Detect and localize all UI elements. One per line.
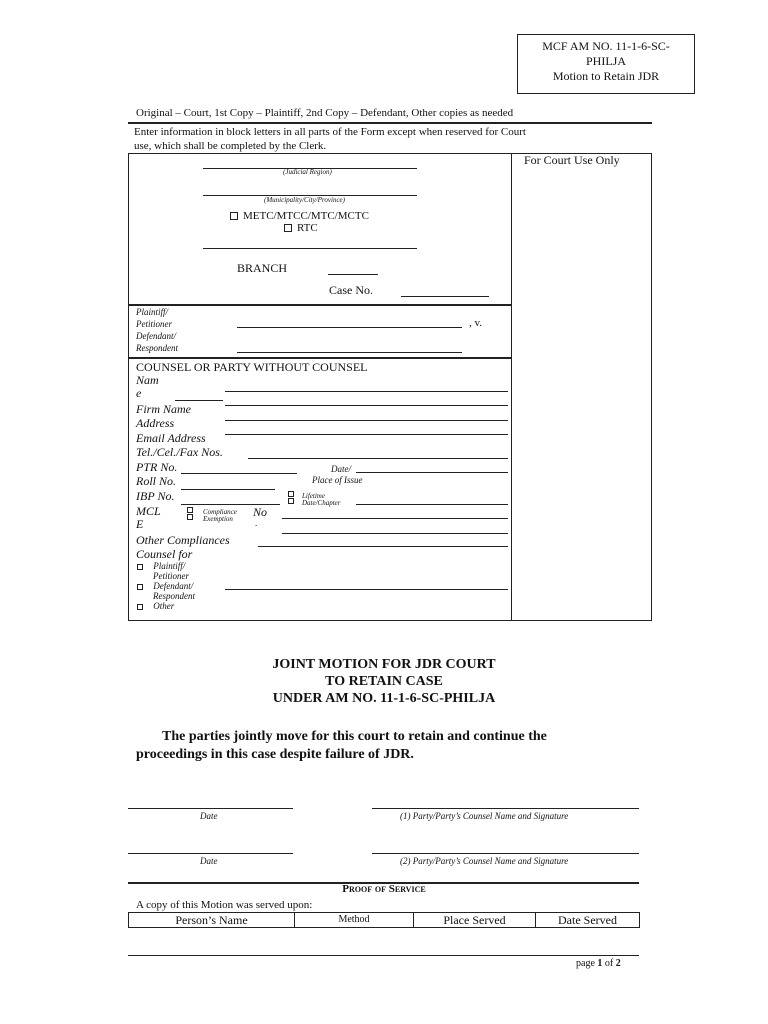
header-rule	[128, 122, 652, 124]
checkbox-metc[interactable]	[230, 212, 238, 220]
counsel-for-other[interactable]: Other	[137, 601, 174, 611]
ibp-date-chapter-option[interactable]: Date/Chapter	[288, 497, 341, 507]
date-line-2[interactable]	[128, 853, 293, 854]
signature-line-1[interactable]	[372, 808, 639, 809]
copies-note: Original – Court, 1st Copy – Plaintiff, 2nd Copy – Defendant, Other copies as needed	[136, 107, 514, 119]
plaintiff-line[interactable]	[237, 327, 462, 328]
defendant-line[interactable]	[237, 352, 462, 353]
ibp-label: IBP No.	[136, 489, 175, 503]
instructions: Enter information in block letters in all parts of the Form except when reserved for Court use, which shall be completed by the Clerk.	[134, 126, 526, 152]
ibp-lifetime-option[interactable]: Lifetime	[288, 490, 325, 500]
address-line[interactable]	[225, 420, 508, 421]
ptr-date-label: Date/	[331, 464, 351, 474]
address-label: Address	[136, 416, 175, 430]
ptr-date-line[interactable]	[356, 472, 508, 473]
firm-name-label: Firm Name	[136, 402, 191, 416]
ptr-line[interactable]	[181, 473, 297, 474]
proof-table	[128, 912, 640, 928]
roll-line[interactable]	[181, 489, 275, 490]
court-name-line[interactable]	[203, 248, 417, 249]
counsel-for-defendant[interactable]: Defendant/ Respondent	[137, 581, 195, 601]
checkbox-rtc[interactable]	[284, 224, 292, 232]
frame-divider	[511, 153, 512, 621]
branch-label: BRANCH	[237, 261, 288, 275]
municipality-label: (Municipality/City/Province)	[264, 196, 345, 204]
versus-label: , v.	[469, 317, 483, 329]
mcle-line[interactable]	[282, 518, 508, 519]
counsel-top-rule	[128, 357, 511, 359]
ibp-date-line[interactable]	[356, 504, 508, 505]
frame-right	[651, 153, 652, 621]
place-of-issue-label: Place of Issue	[312, 475, 363, 485]
frame-bottom	[128, 620, 652, 621]
frame-left	[128, 153, 129, 621]
email-line[interactable]	[225, 434, 508, 435]
date-line-1[interactable]	[128, 808, 293, 809]
ptr-label: PTR No.	[136, 460, 178, 474]
plaintiff-label: Plaintiff/ Petitioner Defendant/ Respondent	[136, 307, 178, 353]
page-number: page 1 of 2	[576, 958, 621, 969]
tel-line[interactable]	[248, 458, 508, 459]
judicial-region-label: (Judicial Region)	[283, 168, 332, 176]
checkbox-exemption[interactable]	[187, 514, 193, 520]
footer-rule	[128, 955, 639, 956]
form-code-line2: PHILJA	[585, 54, 626, 68]
mcle-no-label: No	[253, 505, 268, 519]
roll-label: Roll No.	[136, 474, 177, 488]
proof-col-name: Person’s Name	[129, 913, 295, 927]
checkbox-cf-defendant[interactable]	[137, 584, 143, 590]
motion-title: JOINT MOTION FOR JDR COURT TO RETAIN CASE UNDER AM NO. 11-1-6-SC-PHILJA	[272, 657, 496, 706]
court-type-rtc[interactable]: RTC	[284, 222, 318, 234]
signature-label-1: (1) Party/Party’s Counsel Name and Signature	[400, 811, 569, 821]
mcle-label: MCL E	[136, 504, 161, 531]
counsel-for-label: Counsel for	[136, 547, 193, 561]
court-type-metc[interactable]: METC/MTCC/MTC/MCTC	[230, 210, 369, 222]
checkbox-date-chapter[interactable]	[288, 498, 294, 504]
signature-line-2[interactable]	[372, 853, 639, 854]
motion-body: The parties jointly move for this court to retain and continue the proceedings in this case despite failure of JDR.	[136, 729, 547, 762]
branch-line[interactable]	[328, 274, 378, 275]
form-code-line1: MCF AM NO. 11-1-6-SC-	[542, 39, 670, 53]
tel-label: Tel./Cel./Fax Nos.	[136, 445, 223, 459]
firm-name-line[interactable]	[225, 405, 508, 406]
mcle-exemption-option[interactable]: Exemption	[187, 513, 233, 523]
date-label-1: Date	[200, 811, 218, 821]
date-label-2: Date	[200, 856, 218, 866]
parties-top-rule	[128, 304, 511, 306]
signature-label-2: (2) Party/Party’s Counsel Name and Signature	[400, 856, 569, 866]
name-line-a[interactable]	[175, 400, 223, 401]
counsel-heading: COUNSEL OR PARTY WITHOUT COUNSEL	[136, 360, 368, 374]
court-use-label: For Court Use Only	[524, 153, 620, 167]
mcle-compliance-option[interactable]: Compliance	[187, 506, 237, 516]
name-line[interactable]	[225, 391, 508, 392]
proof-col-place: Place Served	[414, 913, 536, 927]
case-no-line[interactable]	[401, 296, 489, 297]
proof-note: A copy of this Motion was served upon:	[136, 899, 313, 911]
proof-col-method: Method	[295, 913, 414, 927]
checkbox-cf-other[interactable]	[137, 604, 143, 610]
form-code-line3: Motion to Retain JDR	[552, 69, 660, 83]
checkbox-cf-plaintiff[interactable]	[137, 564, 143, 570]
mcle-no-dot: .	[255, 518, 258, 528]
other-compliances-label: Other Compliances	[136, 533, 230, 547]
other-compliances-line[interactable]	[258, 546, 508, 547]
case-no-label: Case No.	[329, 283, 373, 297]
other-compliances-line-a[interactable]	[282, 533, 508, 534]
proof-col-date: Date Served	[558, 913, 617, 927]
name-label: Nam e	[136, 373, 159, 400]
form-code-box	[517, 34, 695, 94]
proof-heading: Proof of Service	[342, 883, 426, 895]
email-label: Email Address	[136, 431, 206, 445]
counsel-for-line[interactable]	[225, 589, 508, 590]
counsel-for-plaintiff[interactable]: Plaintiff/ Petitioner	[137, 561, 189, 581]
